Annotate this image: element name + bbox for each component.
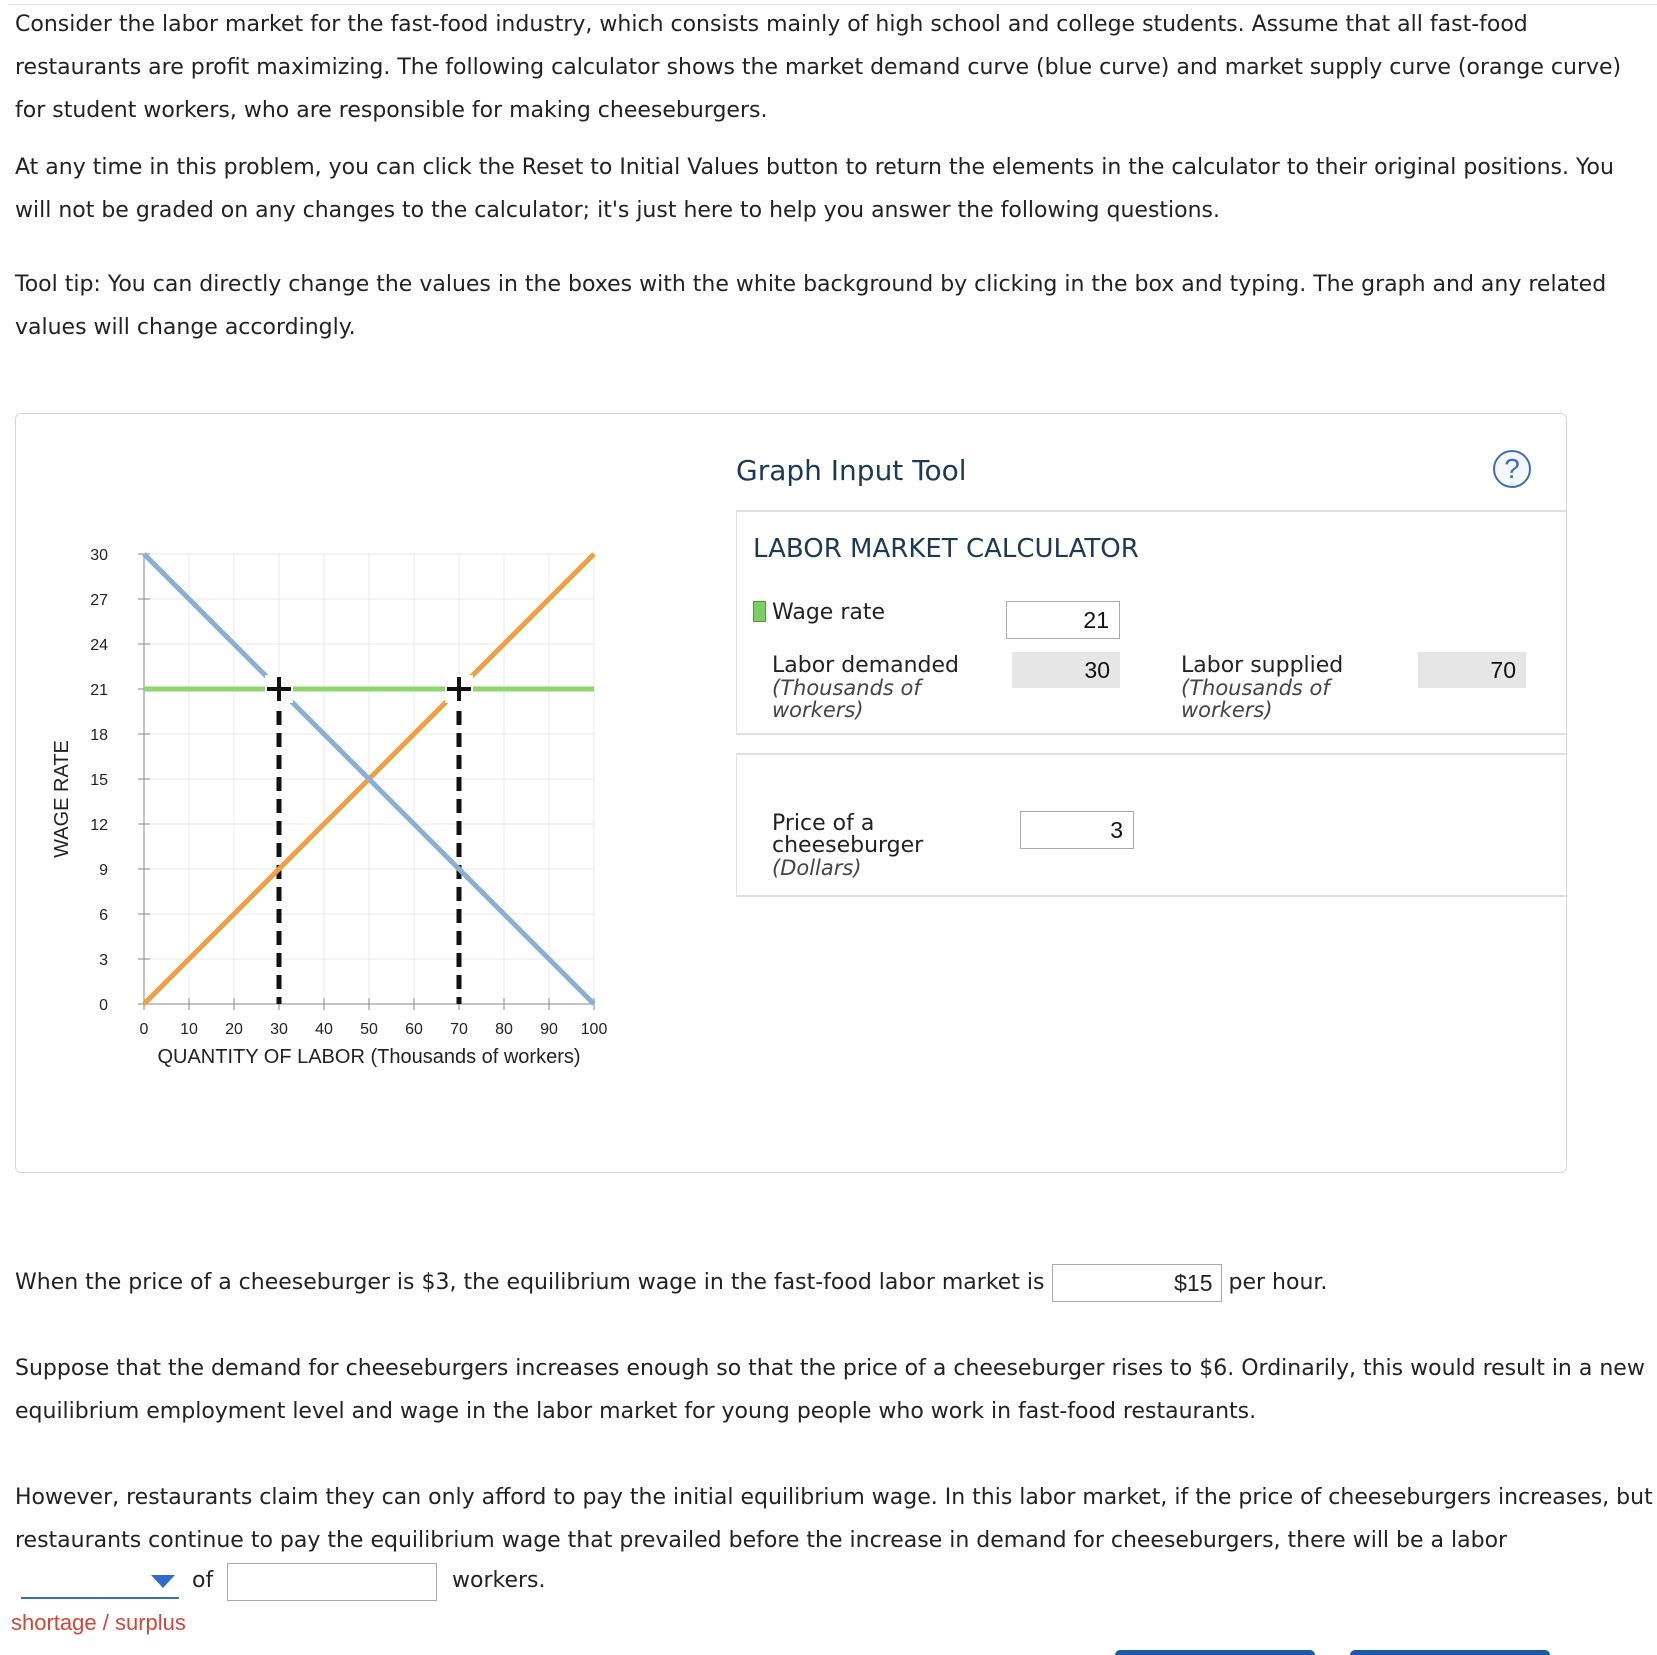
graph-input-tool-title: Graph Input Tool: [736, 454, 967, 487]
y-tick-label: 30: [90, 547, 108, 564]
x-tick-label: 90: [540, 1021, 558, 1038]
price-units: (Dollars): [772, 856, 862, 880]
y-tick-label: 9: [99, 862, 108, 879]
question-3-paragraph: However, restaurants claim they can only afford to pay the initial equilibrium wage. In this labor market, if the price of cheeseburgers increases, but restaurants continue to pay the equilibrium wage that prevailed before the increase in demand for cheeseburgers, there will be a labor: [15, 1485, 1653, 1553]
x-tick-label: 80: [495, 1021, 513, 1038]
question-2-paragraph: Suppose that the demand for cheeseburgers increases enough so that the price of a cheeseburger rises to $6. Ordinarily, this would result in a new equilibrium employment level and wage in the labor market for young people who work in fast-food restaurants.: [15, 1356, 1645, 1424]
graph-input-tool-panel: [15, 413, 1567, 1173]
wage-rate-label: Wage rate: [772, 600, 886, 625]
x-tick-label: 40: [315, 1021, 333, 1038]
labor-demanded-title: Labor demanded: [772, 653, 960, 678]
x-tick-label: 0: [139, 1021, 149, 1038]
labor-market-chart: [16, 414, 716, 1172]
x-tick-label: 30: [270, 1021, 288, 1038]
dropdown-hint: shortage / surplus: [11, 1610, 186, 1635]
y-axis-title: WAGE RATE: [51, 740, 73, 858]
cheeseburger-price-input[interactable]: 3: [1020, 811, 1134, 849]
dropdown-caret-icon: [151, 1575, 175, 1588]
price-title: Price of a cheeseburger: [772, 811, 924, 858]
bottom-button-edge-2[interactable]: [1350, 1650, 1550, 1655]
calculator-title: LABOR MARKET CALCULATOR: [753, 534, 1139, 564]
y-tick-label: 0: [99, 997, 108, 1014]
x-tick-label: 20: [225, 1021, 243, 1038]
labor-supplied-units: (Thousands of workers): [1181, 676, 1330, 722]
y-tick-label: 27: [90, 592, 108, 609]
price-label: [772, 813, 942, 879]
y-tick-label: 6: [99, 907, 108, 924]
y-tick-label: 18: [90, 727, 108, 744]
shortage-surplus-dropdown[interactable]: [21, 1565, 179, 1599]
help-icon[interactable]: ?: [1493, 450, 1531, 488]
x-tick-label: 60: [405, 1021, 423, 1038]
bottom-button-edge-1[interactable]: [1115, 1650, 1315, 1655]
intro-paragraph-2: At any time in this problem, you can click the Reset to Initial Values button to return the elements in the calculator to their original positions. You will not be graded on any changes to the calculator; it's just here to help you answer the following questions.: [15, 155, 1614, 223]
question-1: [15, 1261, 1655, 1304]
x-tick-label: 100: [580, 1021, 608, 1038]
labor-demanded-units: (Thousands of workers): [772, 676, 921, 722]
workers-count-input[interactable]: [227, 1563, 437, 1601]
labor-supplied-label: [1181, 655, 1371, 721]
tool-tip-paragraph: Tool tip: You can directly change the values in the boxes with the white background by clicking in the box and typing. The graph and any related values will change accordingly.: [15, 272, 1607, 340]
labor-supplied-title: Labor supplied: [1181, 653, 1344, 678]
labor-demanded-label: [772, 655, 982, 721]
y-tick-label: 12: [90, 817, 108, 834]
of-label: of: [192, 1568, 214, 1593]
y-tick-label: 15: [90, 772, 108, 789]
equilibrium-wage-input[interactable]: $15: [1052, 1264, 1222, 1302]
labor-demanded-value: 30: [1012, 652, 1120, 688]
intro-paragraph-1: Consider the labor market for the fast-food industry, which consists mainly of high school and college students. Assume that all fast-food restaurants are profit maximizing. The following calculator shows the market demand curve (blue curve) and market supply curve (orange curve) for student workers, who are responsible for making cheeseburgers.: [15, 12, 1622, 123]
labor-market-calculator: [736, 510, 1566, 735]
question-1-suffix: per hour.: [1228, 1270, 1328, 1295]
y-tick-label: 24: [90, 637, 108, 654]
price-calculator: [736, 753, 1566, 897]
workers-label: workers.: [452, 1568, 546, 1593]
y-tick-label: 21: [90, 682, 108, 699]
x-axis-title: QUANTITY OF LABOR (Thousands of workers): [157, 1046, 581, 1068]
y-tick-label: 3: [99, 952, 108, 969]
wage-rate-legend-swatch: [753, 601, 766, 622]
labor-supplied-value: 70: [1418, 652, 1526, 688]
x-tick-label: 50: [360, 1021, 378, 1038]
x-tick-label: 70: [450, 1021, 468, 1038]
wage-rate-input[interactable]: 21: [1006, 601, 1120, 639]
question-1-text: When the price of a cheeseburger is $3, the equilibrium wage in the fast-food labor market is: [15, 1270, 1045, 1295]
x-tick-label: 10: [180, 1021, 198, 1038]
